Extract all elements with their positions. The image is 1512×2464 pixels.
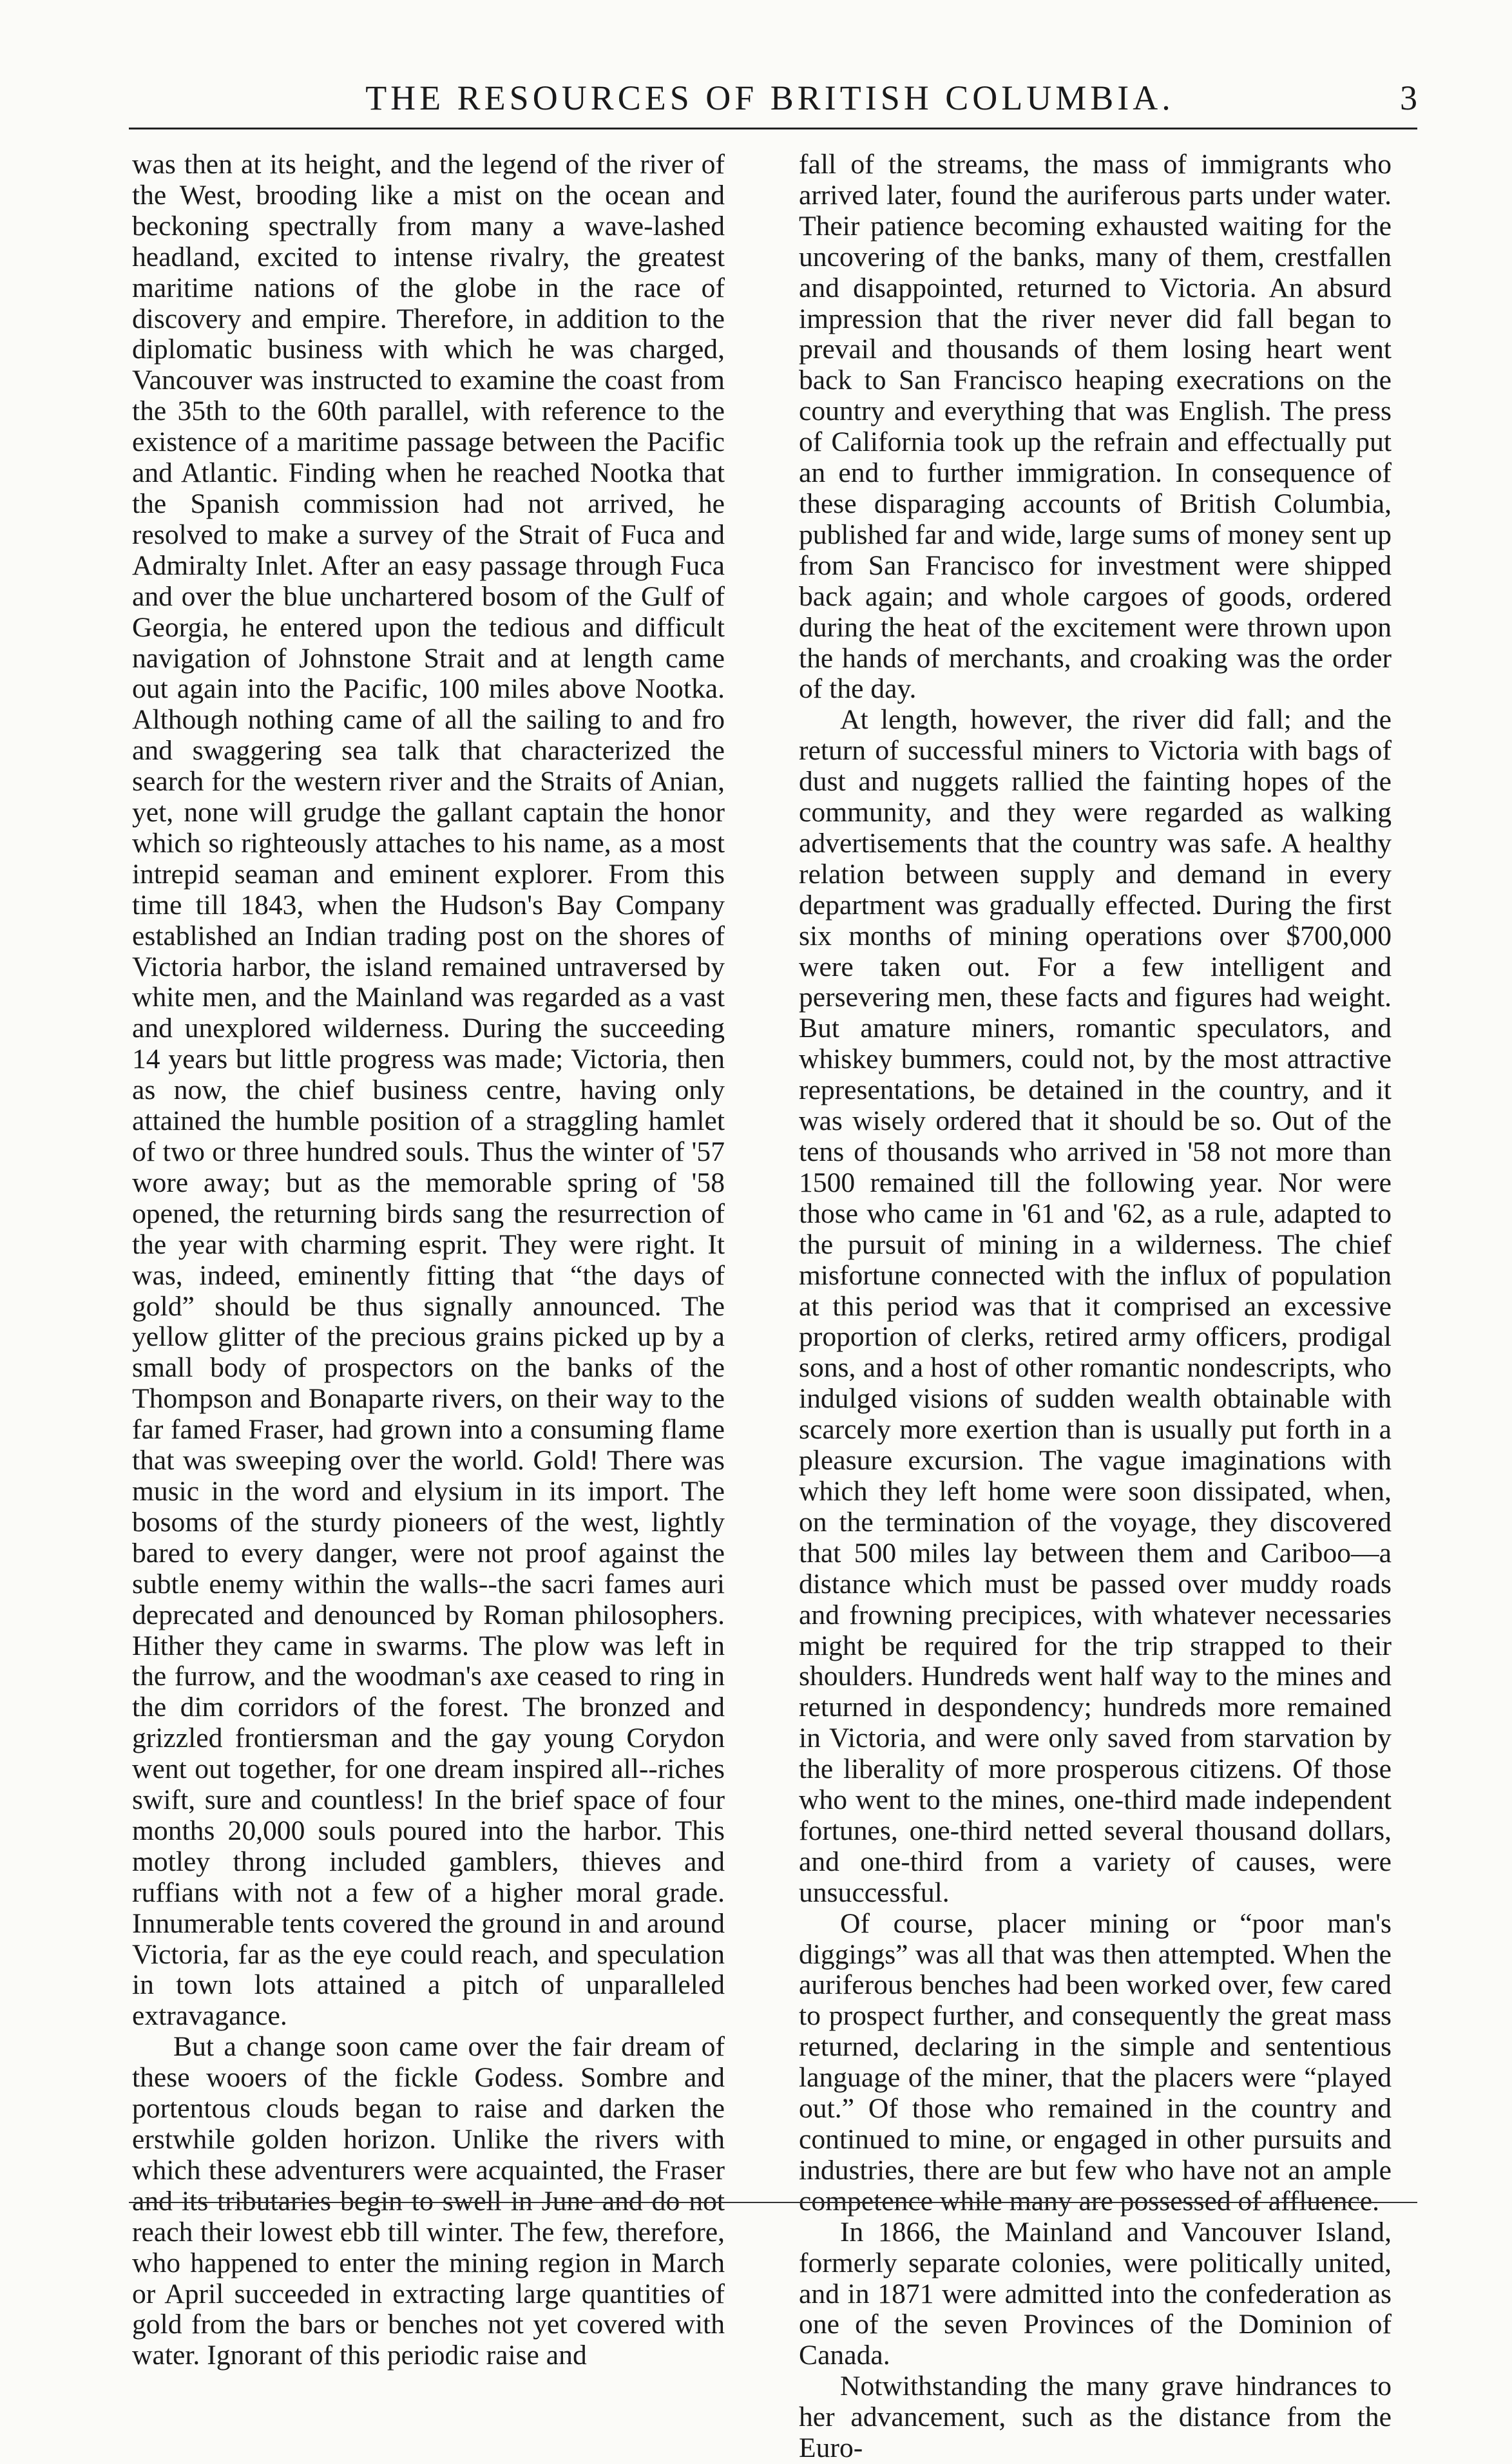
paragraph: Notwithstanding the many grave hindrances to her advancement, such as the distance from the Euro- (799, 2371, 1392, 2464)
page-number: 3 (1400, 79, 1417, 117)
paragraph: Of course, placer mining or “poor man's diggings” was all that was then attempted. When the auriferous benches had been worked over, few cared to prospect further, and consequently the great mass returned, declaring in the simple and sententious language of the miner, that the placers were “played out.” Of those who remained in the country and continued to mine, or engaged in other pursuits and industries, there are but few who have not an ample competence while many are possessed of affluence. (799, 1907, 1392, 2217)
page-header (122, 72, 1417, 124)
left-column (132, 149, 725, 2371)
paragraph: At length, however, the river did fall; and the return of successful miners to Victoria with bags of dust and nuggets rallied the fainting hopes of the community, and they were regarded as walking advertisements that the country was safe. A healthy relation between supply and demand in every department was gradually effected. During the first six months of mining operations over $700,000 were taken out. For a few intelligent and persevering men, these facts and figures had weight. But amature miners, romantic speculators, and whiskey bummers, could not, by the most attractive representations, be detained in the country, and it was wisely ordered that it should be so. Out of the tens of thousands who arrived in '58 not more than 1500 remained till the following year. Nor were those who came in '61 and '62, as a rule, adapted to the pursuit of mining in a wilderness. The chief misfortune connected with the influx of population at this period was that it comprised an excessive proportion of clerks, retired army officers, prodigal sons, and a host of other romantic nondescripts, who indulged visions of sudden wealth obtainable with scarcely more exertion than is usually put forth in a pleasure excursion. The vague imaginations with which they left home were soon dissipated, when, on the termination of the voyage, they discovered that 500 miles lay between them and Cariboo—a distance which must be passed over muddy roads and frowning precipices, with whatever necessaries might be required for the trip strapped to their shoulders. Hundreds went half way to the mines and returned in despondency; hundreds more remained in Victoria, and were only saved from starvation by the liberality of more prosperous citizens. Of those who went to the mines, one-third made independent fortunes, one-third netted several thousand dollars, and one-third from a variety of causes, were unsuccessful. (799, 704, 1392, 1908)
paragraph: fall of the streams, the mass of immigrants who arrived later, found the auriferous parts under water. Their patience becoming exhausted waiting for the uncovering of the banks, many of them, crestfallen and disappointed, returned to Victoria. An absurd impression that the river never did fall began to prevail and thousands of them losing heart went back to San Francisco heaping execrations on the country and everything that was English. The press of California took up the refrain and effectually put an end to further immigration. In consequence of these disparaging accounts of British Columbia, published far and wide, large sums of money sent up from San Francisco for investment were shipped back again; and whole cargoes of goods, ordered during the heat of the excitement were thrown upon the hands of merchants, and croaking was the order of the day. (799, 149, 1392, 705)
right-column (799, 149, 1392, 2464)
paragraph: was then at its height, and the legend of the river of the West, brooding like a mist on the ocean and beckoning spectrally from many a wave-lashed headland, excited to intense rivalry, the greatest maritime nations of the globe in the race of discovery and empire. Therefore, in addition to the diplomatic business with which he was charged, Vancouver was instructed to examine the coast from the 35th to the 60th parallel, with reference to the existence of a maritime passage between the Pacific and Atlantic. Finding when he reached Nootka that the Spanish commission had not arrived, he resolved to make a survey of the Strait of Fuca and Admiralty Inlet. After an easy passage through Fuca and over the blue unchartered bosom of the Gulf of Georgia, he entered upon the tedious and difficult navigation of Johnstone Strait and at length came out again into the Pacific, 100 miles above Nootka. Although nothing came of all the sailing to and fro and swaggering sea talk that characterized the search for the western river and the Straits of Anian, yet, none will grudge the gallant captain the honor which so righteously attaches to his name, as a most intrepid seaman and eminent explorer. From this time till 1843, when the Hudson's Bay Company established an Indian trading post on the shores of Victoria harbor, the island remained untraversed by white men, and the Mainland was regarded as a vast and unexplored wilderness. During the succeeding 14 years but little progress was made; Victoria, then as now, the chief business centre, having only attained the humble position of a straggling hamlet of two or three hundred souls. Thus the winter of '57 wore away; but as the memorable spring of '58 opened, the returning birds sang the resurrection of the year with charming esprit. They were right. It was, indeed, eminently fitting that “the days of gold” should be thus signally announced. The yellow glitter of the precious grains picked up by a small body of prospectors on the banks of the Thompson and Bonaparte rivers, on their way to the far famed Fraser, had grown into a consuming flame that was sweeping over the world. Gold! There was music in the word and elysium in its import. The bosoms of the sturdy pioneers of the west, lightly bared to every danger, were not proof against the subtle enemy within the walls--the sacri fames auri deprecated and denounced by Roman philosophers. Hither they came in swarms. The plow was left in the furrow, and the woodman's axe ceased to ring in the dim corridors of the forest. The bronzed and grizzled frontiersman and the gay young Corydon went out together, for one dream inspired all--riches swift, sure and countless! In the brief space of four months 20,000 souls poured into the harbor. This motley throng included gamblers, thieves and ruffians with not a few of a higher moral grade. Innumerable tents covered the ground in and around Victoria, far as the eye could reach, and speculation in town lots attained a pitch of unparalleled extravagance. (132, 149, 725, 2032)
paragraph: In 1866, the Mainland and Vancouver Island, formerly separate colonies, were politically united, and in 1871 were admitted into the confederation as one of the seven Provinces of the Dominion of Canada. (799, 2216, 1392, 2371)
header-rule (129, 128, 1417, 129)
footer-rule (129, 2202, 1417, 2203)
paragraph: But a change soon came over the fair dream of these wooers of the fickle Godess. Sombre and portentous clouds began to raise and darken the erstwhile golden horizon. Unlike the rivers with which these adventurers were acquainted, the Fraser and its tributaries begin to swell in June and do not reach their lowest ebb till winter. The few, therefore, who happened to enter the mining region in March or April succeeded in extracting large quantities of gold from the bars or benches not yet covered with water. Ignorant of this periodic raise and (132, 2031, 725, 2371)
running-title: THE RESOURCES OF BRITISH COLUMBIA. (365, 79, 1174, 117)
